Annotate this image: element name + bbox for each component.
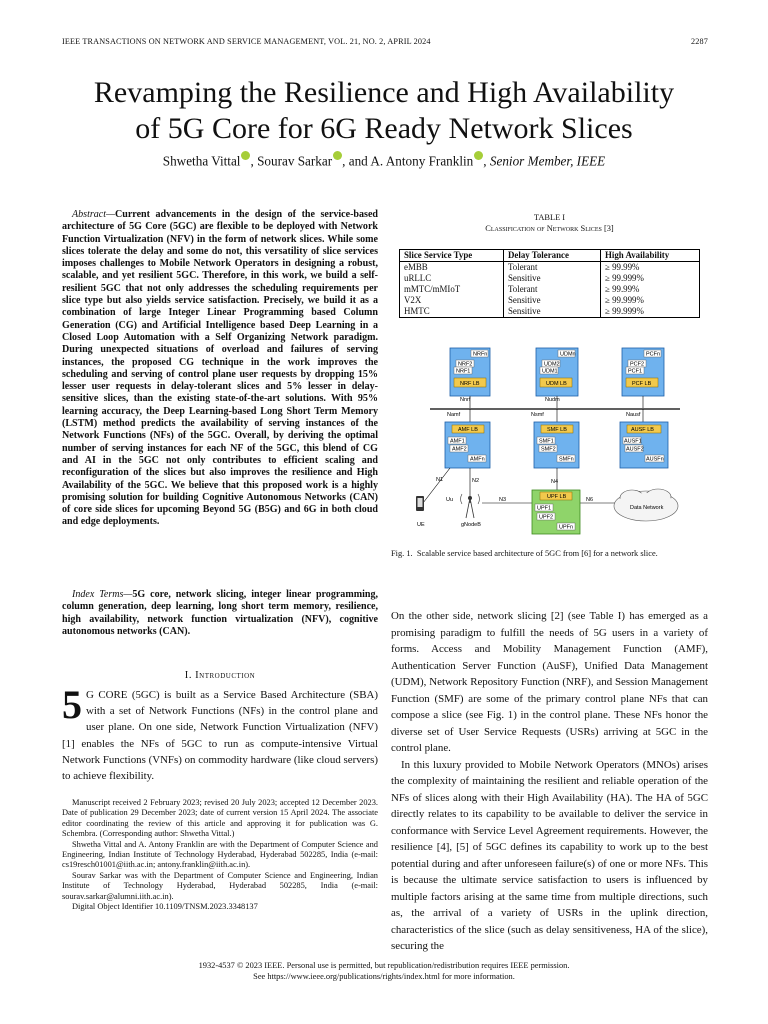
intro-text: G CORE (5GC) is built as a Service Based Architecture (SBA) with a set of Network Functions (NFs) in the control plane and user plane. On one side, Network Function Virtualization (NFV) [1] enables the NFs of 5GC to run as compute-intensive Virtual Network Functions (VNFs) on commodity hardware (like cloud servers) to achieve flexibility. — [62, 689, 378, 783]
table-cell: uRLLC — [400, 273, 504, 284]
ue-label: UE — [417, 522, 425, 528]
nsmf-label: Nsmf — [531, 412, 544, 418]
nausf-label: Nausf — [626, 412, 641, 418]
table-caption — [391, 212, 708, 234]
pcf-group — [622, 348, 664, 396]
paragraph: On the other side, network slicing [2] (see Table I) has emerged as a promising paradigm to fulfill the needs of 5G users in a variety of forms. Access and Mobility Management Function (AMF), Authentication Server Function (AuSF), Unified Data Management (UDM), Network Repository Function (NRF), and Session Management Function (SMF) are some of the primary control plane NFs that can compose a slice (see Fig. 1) in the control plane. These NFs honor the diverse set of User Service Requests (USRs) arriving at 5GC in the control plane. — [391, 610, 708, 754]
table-cell: ≥ 99.99% — [601, 262, 700, 274]
table-title: Classification of Network Slices [3] — [485, 224, 614, 233]
table-cell: Sensitive — [504, 295, 601, 306]
table-row — [400, 306, 700, 318]
nnrf-label: Nnrf — [460, 397, 471, 403]
n1-label: N1 — [436, 477, 444, 483]
table-cell: ≥ 99.999% — [601, 295, 700, 306]
footnotes — [62, 798, 378, 912]
data-network-label: Data Network — [630, 505, 664, 511]
nudm-label: Nudm — [545, 397, 560, 403]
table-row — [400, 295, 700, 306]
smf-group — [534, 422, 579, 468]
permissions-line: See https://www.ieee.org/publications/rights/index.html for more information. — [253, 972, 515, 981]
orcid-icon[interactable] — [333, 151, 342, 160]
n6-label: N6 — [586, 497, 594, 503]
figure-caption — [391, 548, 708, 559]
nrf-n-label: NRFn — [473, 351, 488, 358]
pcf-2-label: PCF2 — [630, 361, 645, 368]
smf-1-label: SMF1 — [539, 438, 554, 445]
author-membership: Senior Member, IEEE — [489, 153, 606, 169]
right-column-text — [391, 608, 708, 955]
nrf-2-label: NRF2 — [458, 361, 473, 368]
ausf-n-label: AUSFn — [646, 456, 664, 463]
index-terms-label: Index Terms— — [72, 589, 133, 600]
ausf-lb-label: AUSF LB — [631, 427, 654, 434]
smf-n-label: SMFn — [559, 456, 574, 463]
table-header-cell: Slice Service Type — [400, 250, 504, 262]
nrf-group — [450, 348, 490, 396]
orcid-icon[interactable] — [474, 151, 483, 160]
n3-label: N3 — [499, 497, 507, 503]
upf-lb-label: UPF LB — [547, 494, 567, 501]
table-cell: eMBB — [400, 262, 504, 274]
table-cell: Sensitive — [504, 306, 601, 318]
udm-1-label: UDM1 — [542, 368, 558, 375]
drop-cap: 5 — [62, 682, 82, 727]
footnote-received: Manuscript received 2 February 2023; revised 20 July 2023; accepted 12 December 2023. Date of publication 29 December 2023; date of current version 15 April 2024. The associate editor coordinating the review of this article and approving it for publication was G. Schembra. (Corresponding author: Shwetha Vittal.) — [62, 798, 378, 839]
index-terms — [62, 589, 378, 638]
title-line-1: Revamping the Resilience and High Availability — [93, 76, 675, 109]
footnote-affiliation-2: Sourav Sarkar was with the Department of Computer Science and Engineering, Indian Institute of Technology Hyderabad, Hyderabad 502285, India (e-mail: sourav.sarkar@alumni.iith.ac.in). — [62, 870, 378, 901]
smf-2-label: SMF2 — [541, 446, 556, 453]
table-cell: Sensitive — [504, 273, 601, 284]
upf-group — [532, 490, 580, 534]
title-line-2: of 5G Core for 6G Ready Network Slices — [135, 112, 633, 145]
amf-group — [445, 422, 490, 468]
table-cell: ≥ 99.999% — [601, 273, 700, 284]
udm-2-label: UDM2 — [544, 361, 560, 368]
table-label: TABLE I — [533, 213, 566, 222]
n2-label: N2 — [472, 478, 480, 484]
abstract-label: Abstract— — [72, 209, 115, 220]
nrf-1-label: NRF1 — [456, 368, 471, 375]
figure-caption-text: Scalable service based architecture of 5GC from [6] for a network slice. — [416, 549, 658, 558]
author-list: Shwetha Vittal , Sourav Sarkar , and A. Antony Franklin , Senior Member, IEEE — [0, 151, 768, 169]
upf-2-label: UPF2 — [539, 514, 554, 521]
table-cell: V2X — [400, 295, 504, 306]
antenna-tower-icon — [461, 494, 480, 518]
pcf-n-label: PCFn — [646, 351, 661, 358]
table-row — [400, 262, 700, 274]
amf-1-label: AMF1 — [450, 438, 465, 445]
table-cell: Tolerant — [504, 262, 601, 274]
nrf-lb-label: NRF LB — [460, 380, 480, 387]
copyright-footer — [0, 960, 768, 982]
table-cell: mMTC/mMIoT — [400, 284, 504, 295]
table-cell: HMTC — [400, 306, 504, 318]
paper-title — [0, 75, 768, 147]
figure-label: Fig. 1. — [391, 549, 413, 558]
uu-label: Uu — [446, 497, 454, 503]
amf-2-label: AMF2 — [452, 446, 467, 453]
table-row — [400, 273, 700, 284]
intro-paragraph — [62, 682, 378, 784]
ausf-group — [620, 422, 668, 468]
upf-n-label: UPFn — [559, 524, 574, 531]
upf-1-label: UPF1 — [537, 505, 552, 512]
table-row — [400, 284, 700, 295]
copyright-line: 1932-4537 © 2023 IEEE. Personal use is permitted, but republication/redistribution requires IEEE permission. — [198, 961, 570, 970]
ausf-1-label: AUSF1 — [624, 438, 642, 445]
slice-classification-table — [399, 249, 700, 318]
n4-label: N4 — [551, 479, 559, 485]
abstract — [62, 209, 378, 529]
author-1: Shwetha Vittal — [162, 153, 241, 169]
footnote-doi: Digital Object Identifier 10.1109/TNSM.2023.3348137 — [72, 902, 258, 912]
smf-lb-label: SMF LB — [547, 427, 567, 434]
author-2: Sourav Sarkar — [257, 153, 333, 169]
page-number: 2287 — [691, 37, 708, 46]
running-header: IEEE TRANSACTIONS ON NETWORK AND SERVICE MANAGEMENT, VOL. 21, NO. 2, APRIL 2024 — [62, 37, 431, 46]
udm-group — [536, 348, 578, 396]
footnote-affiliation-1: Shwetha Vittal and A. Antony Franklin are with the Department of Computer Science and Engineering, Indian Institute of Technology Hyderabad, Hyderabad 502285, India (e-mail: cs19resch01001@iith.ac.in; antony.franklin@iith.ac.in). — [62, 839, 378, 870]
ausf-2-label: AUSF2 — [626, 446, 644, 453]
udm-lb-label: UDM LB — [546, 380, 567, 387]
index-terms-text: 5G core, network slicing, integer linear programming, column generation, deep learning, long short term memory, resilience, high availability, network function virtualization (NFV), cognitive autonomous networks (CAN). — [62, 589, 378, 637]
namf-label: Namf — [447, 412, 461, 418]
abstract-text: Current advancements in the design of the service-based architecture of 5G Core (5GC) are flexible to be deployed with Network Function Virtualization (NFV) in the form of network slices. While some slices tolerate the delay and some do not, this versatility of slice services imposes challenges to Mobile Network Operators in designing a robust, scalable, and yet resilient 5GC. Therefore, in this work, we build a self-resilient 5GC that not only addresses the scheduling requirements per slice type but also yields service satisfaction. Precisely, we build it as a combination of large Integer Linear Programming based Column Generation (CG) and Artificial Intelligence based Deep Learning in a Closed Loop Automation with a Self Organizing Network paradigm. During unexpected situations of overload and failures of serving instances, the proposed CG technique in the work improves the scheduling and serving of control plane user requests by dropping 15% lesser user requests in delay-tolerant slices and 5% lesser in delay-sensitive slices, than the existing state-of-the-art solutions. With 95% learning accuracy, the Deep Learning-based Long Short Term Memory (LSTM) method predicts the availability of serving instances of the Network Functions (NFs) of the 5GC. Overall, by deriving the optimal number of serving instances for each NF of the 5GC, this blend of CG and AI in the 5GC not only contributes to efficient scaling and reconfiguration of the slices but also improves the resilience and High Availability of the 5GC. We believe that this proposed work is a highly promising solution for building Cognitive Autonomous Networks (CAN) of core side slices for upcoming Beyond 5G (B5G) and 6G in both cloud and edge deployments. — [62, 209, 378, 528]
gnodeb-label: gNodeB — [461, 522, 481, 528]
ue-phone-icon — [416, 496, 424, 511]
paragraph: In this luxury provided to Mobile Network Operators (MNOs) arises the complexity of maintaining the resilient and reliable operation of the NFs of slices along with their High Availability (HA). The HA of 5GC directly relates to its capability to be available to deliver the service in conformance with Service Level Agreement requirements. However, the resilience [4], [5] of 5GC defines its capability to work up to the best potential during and after unforeseen failure(s) of one or more NFs. This is because the ultimate service satisfaction to users is influenced by multiple factors arising at the same time from multiple directions, such as, the arrival of a variety of USRs in the uplink direction, characteristics of the slice (such as delay sensitiveness, HA of the slice), securing the — [391, 758, 708, 952]
pcf-lb-label: PCF LB — [632, 380, 652, 387]
amf-n-label: AMFn — [470, 456, 485, 463]
table-cell: Tolerant — [504, 284, 601, 295]
pcf-1-label: PCF1 — [628, 368, 643, 375]
table-header-cell: Delay Tolerance — [504, 250, 601, 262]
table-cell: ≥ 99.999% — [601, 306, 700, 318]
architecture-figure — [400, 338, 700, 540]
author-3: A. Antony Franklin — [370, 153, 474, 169]
section-heading-introduction: I. Introduction — [184, 670, 256, 681]
table-header-cell: High Availability — [601, 250, 700, 262]
table-header-row — [400, 250, 700, 262]
amf-lb-label: AMF LB — [458, 427, 478, 434]
table-cell: ≥ 99.99% — [601, 284, 700, 295]
udm-n-label: UDMn — [560, 351, 576, 358]
